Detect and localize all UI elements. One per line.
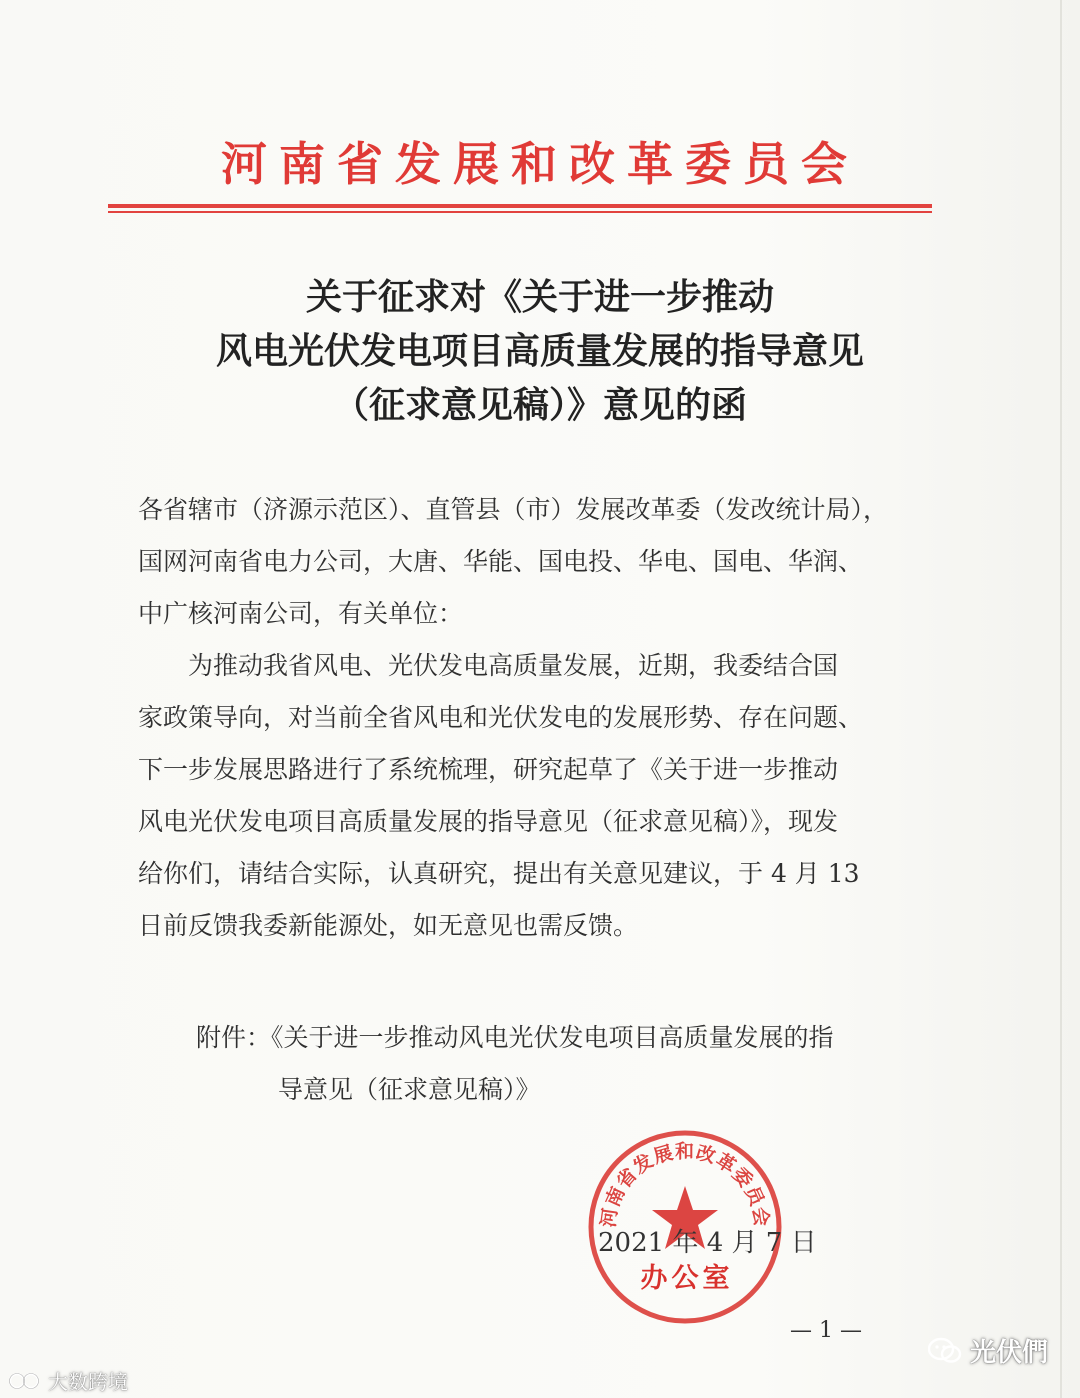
recipients-line: 国网河南省电力公司，大唐、华能、国电投、华电、国电、华润、 [138,547,864,576]
watermark-right-text: 光伏們 [970,1338,1049,1368]
watermark-left [8,1366,128,1395]
attachment-line: 附件：《关于进一步推动风电光伏发电项目高质量发展的指 [196,1023,834,1052]
attachment-line: 导意见（征求意见稿）》 [278,1075,541,1104]
seal-bottom-text: 办公室 [640,1263,734,1294]
document-title [110,270,970,432]
body-paragraph [138,640,918,952]
body-line: 日前反馈我委新能源处，如无意见也需反馈。 [138,911,639,940]
recipients-block [138,484,918,640]
body-line: 风电光伏发电项目高质量发展的指导意见（征求意见稿）》，现发 [138,807,839,836]
body-line: 为推动我省风电、光伏发电高质量发展，近期，我委结合国 [138,651,839,680]
page-edge [1060,0,1062,1398]
letterhead-red-rule-thin [108,211,932,213]
letterhead-title: 河南省发展和改革委员会 [221,137,859,191]
dashuju-logo-icon [8,1371,42,1391]
letterhead-red-rule [108,204,932,208]
wechat-icon [928,1337,962,1365]
body-line: 下一步发展思路进行了系统梳理，研究起草了《关于进一步推动 [138,755,839,784]
attachment-block [196,1012,956,1116]
recipients-line: 中广核河南公司，有关单位： [138,599,464,628]
body-line: 家政策导向，对当前全省风电和光伏发电的发展形势、存在问题、 [138,703,864,732]
watermark-right [928,1332,1048,1369]
body-line: 给你们，请结合实际，认真研究，提出有关意见建议，于 4 月 13 [138,859,860,888]
recipients-line: 各省辖市（济源示范区）、直管县（市）发展改革委（发改统计局）， [138,495,889,524]
document-title-line: （征求意见稿）》意见的函 [332,384,747,426]
document-title-line: 关于征求对《关于进一步推动 [305,276,774,318]
seal-ring-text: 河南省发展和改革委员会 [597,1140,773,1229]
document-title-line: 风电光伏发电项目高质量发展的指导意见 [215,330,864,372]
page-number: — 1 — [790,1318,862,1343]
document-date: 2021 年 4 月 7 日 [598,1228,817,1258]
watermark-left-text: 大数跨境 [48,1370,128,1394]
